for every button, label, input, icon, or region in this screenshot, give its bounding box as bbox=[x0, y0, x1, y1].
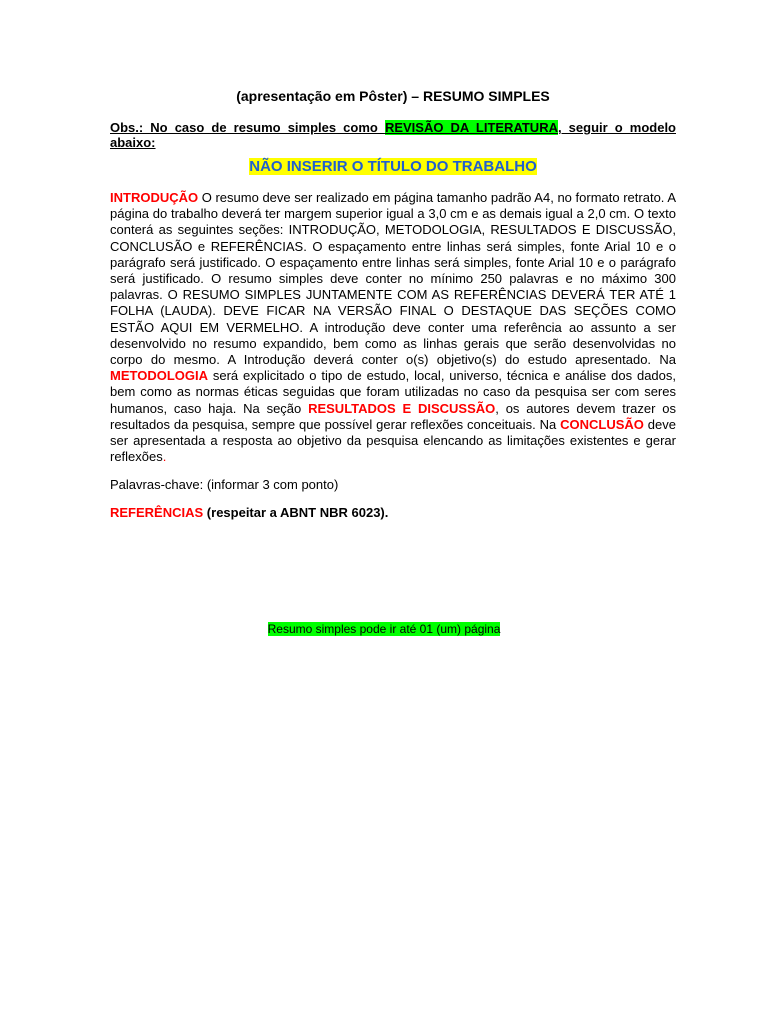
document-content bbox=[110, 86, 676, 521]
references-line bbox=[110, 505, 676, 521]
conclusion-text: deve ser apresentada a resposta ao objetivo da pesquisa elencando as limitações existentes e gerar reflexões bbox=[110, 416, 676, 465]
literature-review-highlight: REVISÃO DA LITERATURA bbox=[384, 120, 558, 135]
methodology-text: será explicitado o tipo de estudo, local, universo, técnica e análise dos dados, bem como as normas éticas seguidas que foram utilizadas no caso da pesquisa ser com seres humanos, caso haja. Na seção bbox=[110, 368, 676, 416]
section-label-conclusion: CONCLUSÃO bbox=[560, 416, 644, 432]
page-limit-note bbox=[0, 622, 768, 637]
title-warning-text: NÃO INSERIR O TÍTULO DO TRABALHO bbox=[249, 158, 537, 175]
final-period: . bbox=[162, 449, 167, 465]
section-label-introduction: INTRODUÇÃO bbox=[110, 190, 199, 205]
observation-suffix: , seguir o modelo abaixo: bbox=[110, 120, 676, 150]
introduction-text: O resumo deve ser realizado em página tamanho padrão A4, no formato retrato. A página do trabalho deverá ter margem superior igual a 3,0 cm e as demais igual a 2,0 cm. O texto conterá as seguintes seções: INTRODUÇÃO, METODOLOGIA, RESULTADOS E DISCUSSÃO, CONCLUSÃO e REFERÊNCIAS. O espaçamento entre linhas será simples, fonte Arial 10 e o parágrafo será justificado. O espaçamento entre linhas será simples, fonte Arial 10 e o parágrafo será justificado. O resumo simples deve conter no mínimo 250 palavras e no máximo 300 palavras. O RESUMO SIMPLES JUNTAMENTE COM AS REFERÊNCIAS DEVERÁ TER ATÉ 1 FOLHA (LAUDA). DEVE FICAR NA VERSÃO FINAL O DESTAQUE DAS SEÇÕES COMO ESTÃO AQUI EM VERMELHO. A introdução deve conter uma referência ao assunto a ser desenvolvido no resumo expandido, bem como as linhas gerais que serão desenvolvidas no corpo do mesmo. A Introdução deverá conter o(s) objetivo(s) do estudo apresentado. Na bbox=[110, 190, 676, 368]
section-label-methodology: METODOLOGIA bbox=[110, 368, 208, 384]
observation-prefix: Obs.: No caso de resumo simples como bbox=[110, 120, 385, 135]
section-label-results: RESULTADOS E DISCUSSÃO bbox=[308, 400, 496, 416]
keywords-line: Palavras-chave: (informar 3 com ponto) bbox=[110, 477, 339, 493]
references-text: (respeitar a ABNT NBR 6023). bbox=[203, 505, 389, 521]
document-title: (apresentação em Pôster) – RESUMO SIMPLES bbox=[236, 88, 550, 104]
title-warning bbox=[110, 158, 676, 176]
results-text: , os autores devem trazer os resultados da pesquisa, sempre que possível gerar reflexões conceituais. Na bbox=[110, 400, 676, 432]
observation-note bbox=[110, 120, 676, 150]
section-label-references: REFERÊNCIAS bbox=[110, 505, 204, 521]
abstract-body bbox=[110, 190, 676, 465]
page-limit-note-text: Resumo simples pode ir até 01 (um) página bbox=[267, 622, 501, 636]
